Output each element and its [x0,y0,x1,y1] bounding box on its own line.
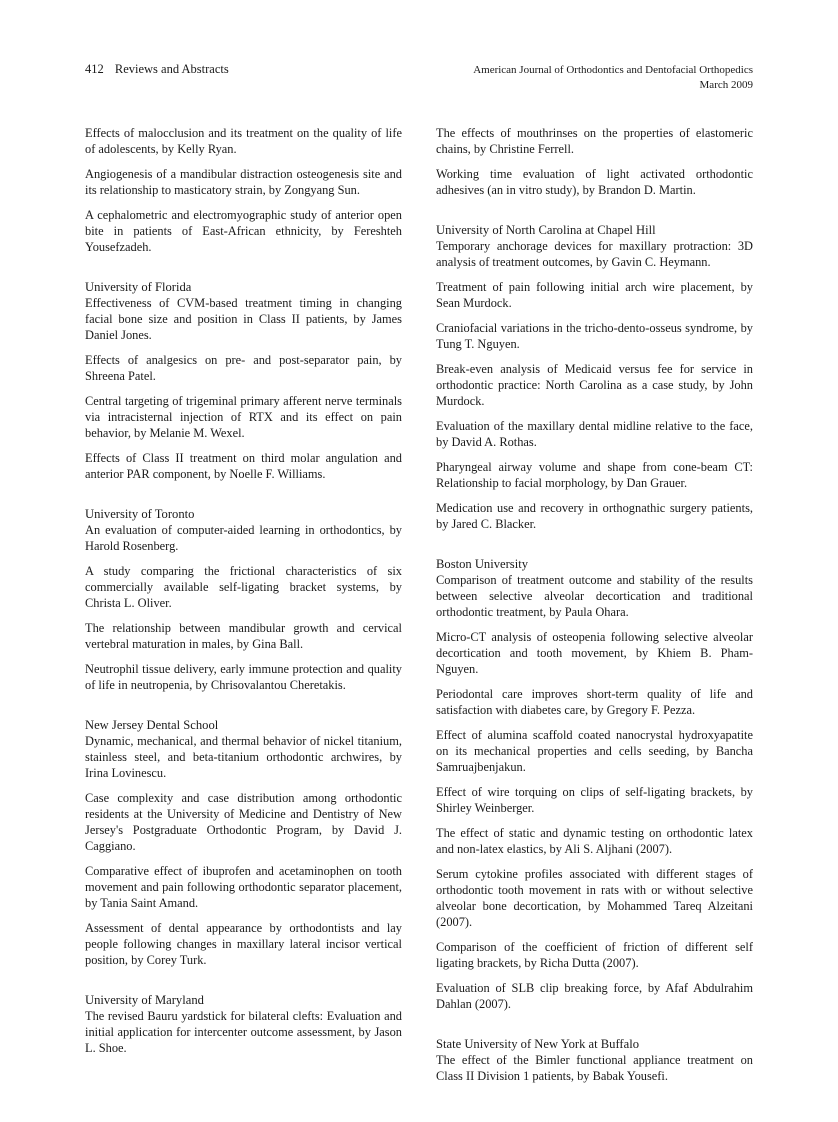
abstract-entry: The relationship between mandibular growth and cervical vertebral maturation in males, by Gina Ball. [85,621,402,651]
running-header-right [473,63,753,93]
abstract-entry: The effect of static and dynamic testing on orthodontic latex and non-latex elastics, by Ali S. Aljhani (2007). [436,826,753,856]
abstract-entry: An evaluation of computer-aided learning in orthodontics, by Harold Rosenberg. [85,523,402,553]
abstract-entry: Central targeting of trigeminal primary afferent nerve terminals via intracisternal injection of RTX and its effect on pain behavior, by Melanie M. Wexel. [85,394,402,440]
school-section [85,717,402,968]
abstract-entry: Micro-CT analysis of osteopenia following selective alveolar decortication and tooth movement, by Khiem B. Pham-Nguyen. [436,630,753,676]
abstract-entry: A study comparing the frictional characteristics of six commercially available self-ligating bracket systems, by Christa L. Oliver. [85,564,402,610]
abstract-entry: A cephalometric and electromyographic study of anterior open bite in patients of East-African ethnicity, by Fereshteh Yousefzadeh. [85,208,402,254]
abstract-entry: Effects of malocclusion and its treatment on the quality of life of adolescents, by Kelly Ryan. [85,126,402,156]
school-section [85,279,402,482]
school-heading: New Jersey Dental School [85,718,219,732]
school-heading: University of North Carolina at Chapel Hill [436,223,656,237]
school-heading: University of Florida [85,280,192,294]
abstract-entry: Comparison of treatment outcome and stability of the results between selective alveolar decortication and traditional orthodontic treatment, by Paula Ohara. [436,573,753,619]
abstract-entry: Comparison of the coefficient of friction of different self ligating brackets, by Richa Dutta (2007). [436,940,753,970]
abstract-entry: Effectiveness of CVM-based treatment timing in changing facial bone size and position in Class II patients, by James Daniel Jones. [85,296,402,342]
section-title: Reviews and Abstracts [114,62,229,76]
running-header-left [85,62,229,77]
page-number: 412 [85,62,104,76]
abstract-entry: Working time evaluation of light activated orthodontic adhesives (an in vitro study), by Brandon D. Martin. [436,167,753,197]
issue-date: March 2009 [699,79,753,91]
abstract-entry: Medication use and recovery in orthognathic surgery patients, by Jared C. Blacker. [436,501,753,531]
school-section [436,222,753,532]
abstract-entry: Angiogenesis of a mandibular distraction osteogenesis site and its relationship to masticatory strain, by Zongyang Sun. [85,167,402,197]
abstract-entry: Assessment of dental appearance by orthodontists and lay people following changes in maxillary lateral incisor vertical position, by Corey Turk. [85,921,402,967]
abstract-entry: Dynamic, mechanical, and thermal behavior of nickel titanium, stainless steel, and beta-titanium orthodontic archwires, by Irina Lovinescu. [85,734,402,780]
abstract-entry: Effects of analgesics on pre- and post-separator pain, by Shreena Patel. [85,353,402,383]
school-section [85,506,402,693]
abstract-entry: Treatment of pain following initial arch wire placement, by Sean Murdock. [436,280,753,310]
abstract-entry: Pharyngeal airway volume and shape from cone-beam CT: Relationship to facial morphology, by Dan Grauer. [436,460,753,490]
abstract-entry: Evaluation of the maxillary dental midline relative to the face, by David A. Rothas. [436,419,753,449]
abstract-entry: Comparative effect of ibuprofen and acetaminophen on tooth movement and pain following orthodontic separator placement, by Tania Saint Amand. [85,864,402,910]
abstract-entry: The effect of the Bimler functional appliance treatment on Class II Division 1 patients, by Babak Yousefi. [436,1053,753,1083]
abstract-entry: The revised Bauru yardstick for bilateral clefts: Evaluation and initial application for intercenter outcome assessment, by Jason L. Shoe. [85,1009,402,1055]
abstract-entry: Craniofacial variations in the tricho-dento-osseus syndrome, by Tung T. Nguyen. [436,321,753,351]
abstract-entry: Case complexity and case distribution among orthodontic residents at the University of Medicine and Dentistry of New Jersey's Postgraduate Orthodontic Program, by David J. Caggiano. [85,791,402,853]
abstract-entry: Break-even analysis of Medicaid versus fee for service in orthodontic practice: North Carolina as a case study, by John Murdock. [436,362,753,408]
abstract-entry: Serum cytokine profiles associated with different stages of orthodontic tooth movement in rats with or without selective alveolar bone decortication, by Mohammed Tareq Alzeitani (2007). [436,867,753,929]
abstract-entry: Evaluation of SLB clip breaking force, by Afaf Abdulrahim Dahlan (2007). [436,981,753,1011]
abstract-entry: Effects of Class II treatment on third molar angulation and anterior PAR component, by Noelle F. Williams. [85,451,402,481]
left-column [85,125,402,1056]
school-heading: State University of New York at Buffalo [436,1037,639,1051]
school-heading: University of Maryland [85,993,204,1007]
abstract-entry: Periodontal care improves short-term quality of life and satisfaction with diabetes care, by Gregory F. Pezza. [436,687,753,717]
journal-title: American Journal of Orthodontics and Dentofacial Orthopedics [473,64,753,76]
abstract-entry: The effects of mouthrinses on the properties of elastomeric chains, by Christine Ferrell. [436,126,753,156]
abstract-entry: Effect of alumina scaffold coated nanocrystal hydroxyapatite on its mechanical properties and cells seeding, by Bancha Samruajbenjakun. [436,728,753,774]
school-section [436,556,753,1012]
abstract-entry: Temporary anchorage devices for maxillary protraction: 3D analysis of treatment outcomes, by Gavin C. Heymann. [436,239,753,269]
school-section [85,992,402,1056]
abstract-entry: Neutrophil tissue delivery, early immune protection and quality of life in neutropenia, by Chrisovalantou Cheretakis. [85,662,402,692]
right-column [436,125,753,1084]
school-section [436,1036,753,1084]
abstract-entry: Effect of wire torquing on clips of self-ligating brackets, by Shirley Weinberger. [436,785,753,815]
school-heading: Boston University [436,557,529,571]
school-section [436,125,753,198]
school-heading: University of Toronto [85,507,195,521]
school-section [85,125,402,255]
